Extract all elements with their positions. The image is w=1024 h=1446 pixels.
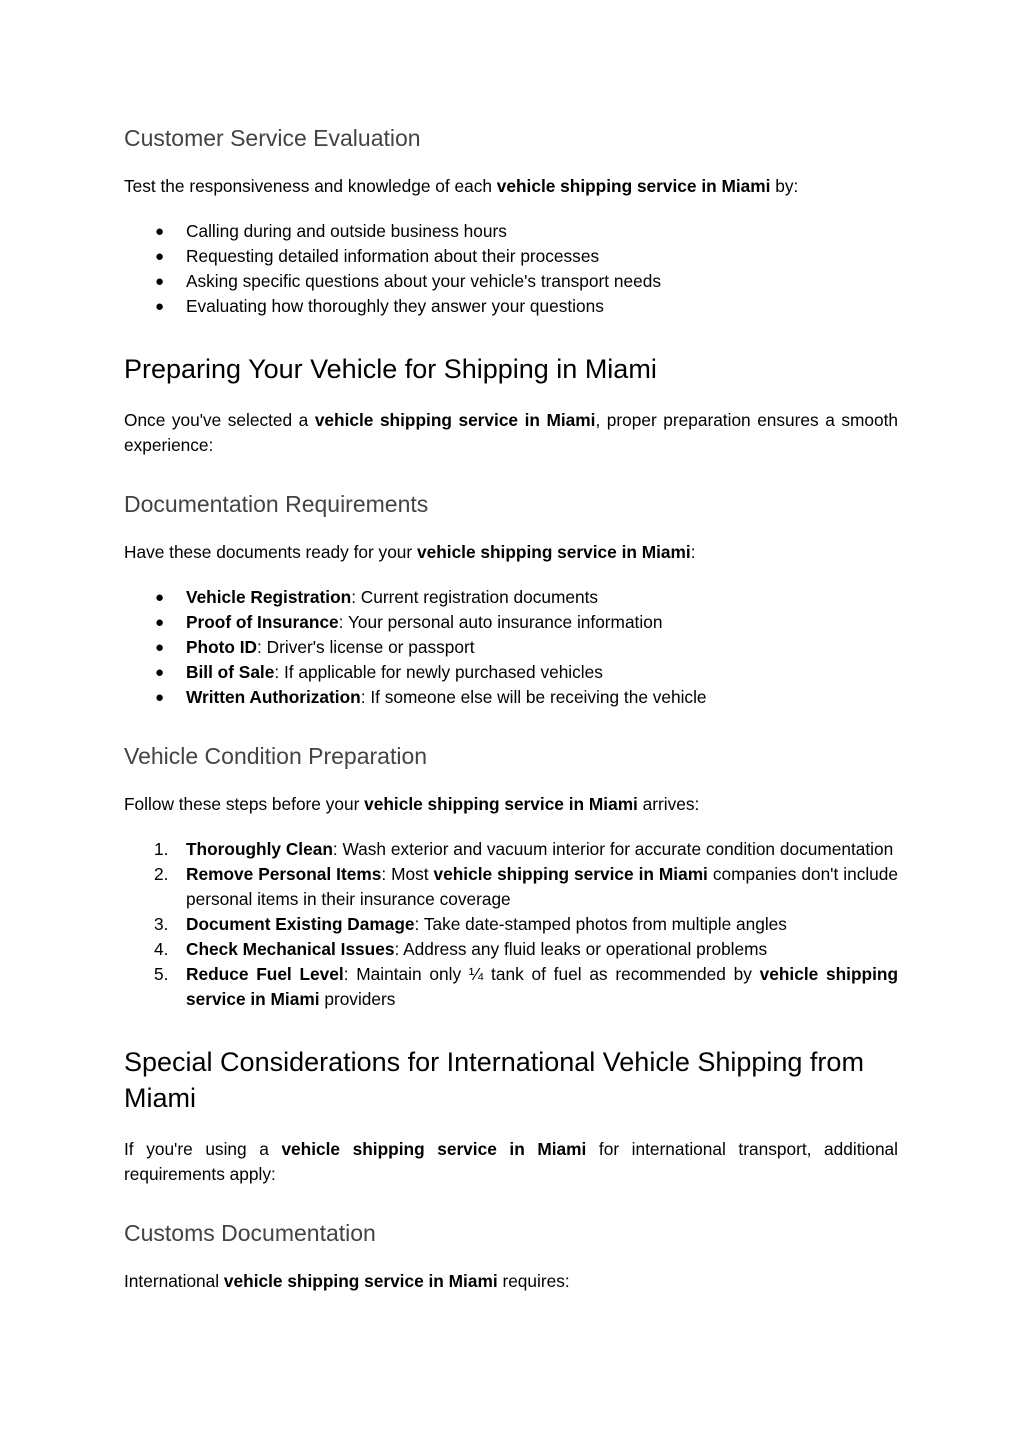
list-item bbox=[124, 585, 898, 610]
list-item-text: Calling during and outside business hours bbox=[186, 221, 507, 241]
text: Once you've selected a bbox=[124, 410, 315, 430]
customer-service-list bbox=[124, 219, 898, 319]
text: : bbox=[690, 542, 696, 562]
list-item-text: : Your personal auto insurance information bbox=[338, 612, 663, 632]
text: If you're using a bbox=[124, 1139, 282, 1159]
bold-text: vehicle shipping service in Miami bbox=[416, 542, 691, 562]
list-item-text: : If applicable for newly purchased vehicles bbox=[274, 662, 603, 682]
list-item bbox=[124, 219, 898, 244]
bold-text: Proof of Insurance bbox=[186, 612, 339, 632]
list-item bbox=[124, 962, 898, 1012]
bold-text: Remove Personal Items bbox=[186, 864, 382, 884]
bold-text: Written Authorization bbox=[186, 687, 361, 707]
paragraph-customer-service-intro bbox=[124, 174, 898, 199]
paragraph-customs-intro bbox=[124, 1269, 898, 1294]
bullet: ● bbox=[155, 248, 165, 265]
text: requires: bbox=[497, 1271, 570, 1291]
list-item-text: : Address any fluid leaks or operational problems bbox=[394, 939, 768, 959]
list-item bbox=[124, 269, 898, 294]
list-number: 3. bbox=[154, 914, 169, 934]
list-item bbox=[124, 244, 898, 269]
bold-text: vehicle shipping service in Miami bbox=[496, 176, 771, 196]
text: Test the responsiveness and knowledge of each bbox=[124, 176, 497, 196]
text: arrives: bbox=[637, 794, 700, 814]
list-item-text: : Wash exterior and vacuum interior for accurate condition documentation bbox=[332, 839, 894, 859]
paragraph-international-intro bbox=[124, 1137, 898, 1187]
bold-text: vehicle shipping service in Miami bbox=[186, 964, 898, 1009]
list-item bbox=[124, 635, 898, 660]
paragraph-condition-intro bbox=[124, 792, 898, 817]
text: , proper preparation ensures a smooth experience: bbox=[124, 410, 899, 455]
list-item bbox=[124, 862, 898, 912]
bold-text: vehicle shipping service in Miami bbox=[281, 1139, 587, 1159]
bold-text: vehicle shipping service in Miami bbox=[314, 410, 596, 430]
list-item bbox=[124, 610, 898, 635]
text: for international transport, additional requirements apply: bbox=[124, 1139, 899, 1184]
list-item bbox=[124, 294, 898, 319]
bullet: ● bbox=[155, 273, 165, 290]
heading-international-shipping: Special Considerations for International Vehicle Shipping from Miami bbox=[124, 1047, 864, 1113]
list-item bbox=[124, 685, 898, 710]
bold-text: vehicle shipping service in Miami bbox=[433, 864, 708, 884]
bullet: ● bbox=[155, 298, 165, 315]
documentation-list bbox=[124, 585, 898, 710]
list-number: 1. bbox=[154, 839, 169, 859]
bold-text: Vehicle Registration bbox=[186, 587, 352, 607]
list-item-text: Evaluating how thoroughly they answer your questions bbox=[186, 296, 604, 316]
text: by: bbox=[770, 176, 799, 196]
list-number: 2. bbox=[154, 864, 169, 884]
bullet: ● bbox=[155, 664, 165, 681]
list-item-text: providers bbox=[319, 989, 396, 1009]
list-item-text: Asking specific questions about your vehicle's transport needs bbox=[186, 271, 661, 291]
list-item-text: : Most bbox=[381, 864, 434, 884]
bullet: ● bbox=[155, 223, 165, 240]
bold-text: Bill of Sale bbox=[186, 662, 275, 682]
paragraph-documentation-intro bbox=[124, 540, 898, 565]
bullet: ● bbox=[155, 639, 165, 656]
list-item bbox=[124, 912, 898, 937]
heading-preparing-vehicle: Preparing Your Vehicle for Shipping in Miami bbox=[124, 354, 657, 384]
heading-vehicle-condition-preparation: Vehicle Condition Preparation bbox=[124, 743, 428, 769]
bold-text: Thoroughly Clean bbox=[186, 839, 333, 859]
bold-text: Reduce Fuel Level bbox=[186, 964, 344, 984]
list-item-text: : Maintain only ¼ tank of fuel as recommended by bbox=[343, 964, 760, 984]
heading-customs-documentation: Customs Documentation bbox=[124, 1220, 376, 1246]
paragraph-preparing-intro bbox=[124, 408, 898, 458]
list-item bbox=[124, 937, 898, 962]
document-page bbox=[124, 118, 898, 1294]
list-item-text: : Driver's license or passport bbox=[257, 637, 475, 657]
list-item-text: : If someone else will be receiving the vehicle bbox=[360, 687, 707, 707]
list-item bbox=[124, 660, 898, 685]
list-item-text: : Take date-stamped photos from multiple angles bbox=[414, 914, 787, 934]
bullet: ● bbox=[155, 614, 165, 631]
heading-customer-service-evaluation: Customer Service Evaluation bbox=[124, 125, 421, 151]
text: Have these documents ready for your bbox=[124, 542, 417, 562]
bold-text: Photo ID bbox=[186, 637, 258, 657]
bullet: ● bbox=[155, 589, 165, 606]
bullet: ● bbox=[155, 689, 165, 706]
list-number: 5. bbox=[154, 964, 169, 984]
text: International bbox=[124, 1271, 224, 1291]
bold-text: vehicle shipping service in Miami bbox=[223, 1271, 498, 1291]
bold-text: vehicle shipping service in Miami bbox=[364, 794, 638, 814]
list-item-text: : Current registration documents bbox=[351, 587, 599, 607]
condition-steps-list bbox=[124, 837, 898, 1012]
bold-text: Document Existing Damage bbox=[186, 914, 415, 934]
heading-documentation-requirements: Documentation Requirements bbox=[124, 491, 429, 517]
list-number: 4. bbox=[154, 939, 169, 959]
list-item-text: Requesting detailed information about their processes bbox=[186, 246, 600, 266]
bold-text: Check Mechanical Issues bbox=[186, 939, 395, 959]
text: Follow these steps before your bbox=[124, 794, 365, 814]
list-item bbox=[124, 837, 898, 862]
list-item-text: companies don't include personal items in their insurance coverage bbox=[186, 864, 899, 909]
